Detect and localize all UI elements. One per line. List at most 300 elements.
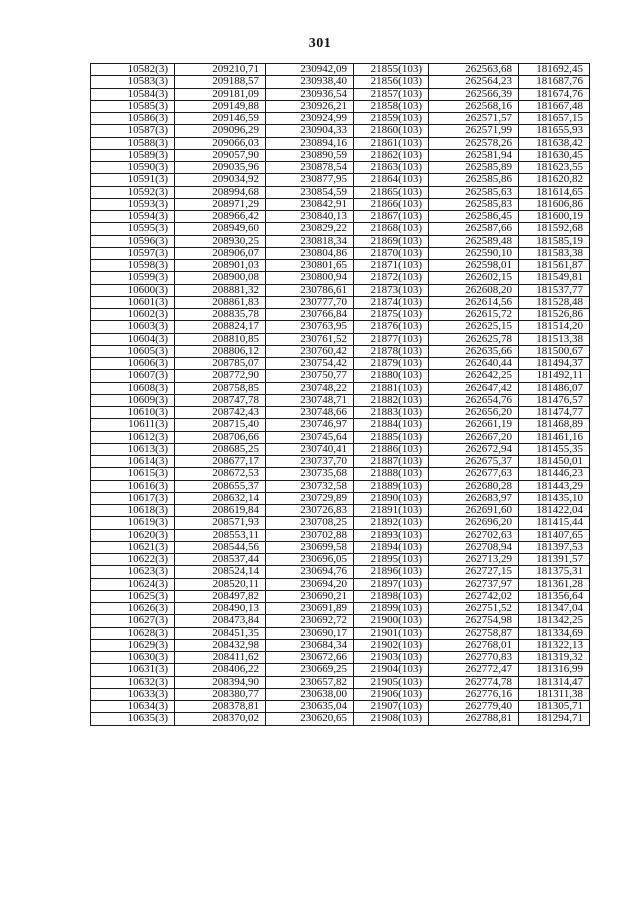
point-id-right-cell: 21870(103) xyxy=(354,247,429,259)
x-coordinate-right-cell: 262713,29 xyxy=(429,554,519,566)
y-coordinate-right-cell: 181397,53 xyxy=(519,541,590,553)
y-coordinate-left-cell: 230938,40 xyxy=(266,76,354,88)
y-coordinate-right-cell: 181450,01 xyxy=(519,456,590,468)
point-id-right-cell: 21867(103) xyxy=(354,211,429,223)
x-coordinate-right-cell: 262642,25 xyxy=(429,370,519,382)
table-row xyxy=(91,88,590,100)
point-id-left-cell: 10603(3) xyxy=(91,321,175,333)
y-coordinate-left-cell: 230696,05 xyxy=(266,554,354,566)
x-coordinate-left-cell: 208571,93 xyxy=(175,517,266,529)
x-coordinate-right-cell: 262586,45 xyxy=(429,211,519,223)
x-coordinate-left-cell: 208370,02 xyxy=(175,713,266,725)
y-coordinate-left-cell: 230750,77 xyxy=(266,370,354,382)
point-id-right-cell: 21871(103) xyxy=(354,260,429,272)
x-coordinate-left-cell: 208632,14 xyxy=(175,492,266,504)
table-row xyxy=(91,505,590,517)
point-id-right-cell: 21891(103) xyxy=(354,505,429,517)
x-coordinate-right-cell: 262585,83 xyxy=(429,198,519,210)
point-id-right-cell: 21897(103) xyxy=(354,578,429,590)
y-coordinate-right-cell: 181526,86 xyxy=(519,309,590,321)
table-row xyxy=(91,162,590,174)
point-id-right-cell: 21899(103) xyxy=(354,603,429,615)
y-coordinate-right-cell: 181391,57 xyxy=(519,554,590,566)
y-coordinate-left-cell: 230635,04 xyxy=(266,701,354,713)
x-coordinate-right-cell: 262737,97 xyxy=(429,578,519,590)
point-id-left-cell: 10613(3) xyxy=(91,443,175,455)
point-id-left-cell: 10596(3) xyxy=(91,235,175,247)
y-coordinate-right-cell: 181528,48 xyxy=(519,296,590,308)
table-row xyxy=(91,713,590,725)
point-id-left-cell: 10583(3) xyxy=(91,76,175,88)
point-id-left-cell: 10595(3) xyxy=(91,223,175,235)
point-id-right-cell: 21900(103) xyxy=(354,615,429,627)
x-coordinate-left-cell: 208432,98 xyxy=(175,639,266,651)
point-id-right-cell: 21862(103) xyxy=(354,149,429,161)
y-coordinate-right-cell: 181356,64 xyxy=(519,590,590,602)
x-coordinate-right-cell: 262564,23 xyxy=(429,76,519,88)
y-coordinate-left-cell: 230904,33 xyxy=(266,125,354,137)
y-coordinate-left-cell: 230699,58 xyxy=(266,541,354,553)
point-id-left-cell: 10620(3) xyxy=(91,529,175,541)
point-id-left-cell: 10632(3) xyxy=(91,676,175,688)
point-id-right-cell: 21895(103) xyxy=(354,554,429,566)
y-coordinate-left-cell: 230708,25 xyxy=(266,517,354,529)
point-id-left-cell: 10614(3) xyxy=(91,456,175,468)
x-coordinate-left-cell: 209149,88 xyxy=(175,100,266,112)
x-coordinate-right-cell: 262758,87 xyxy=(429,627,519,639)
y-coordinate-left-cell: 230942,09 xyxy=(266,64,354,76)
y-coordinate-left-cell: 230746,97 xyxy=(266,419,354,431)
y-coordinate-right-cell: 181549,81 xyxy=(519,272,590,284)
y-coordinate-left-cell: 230854,59 xyxy=(266,186,354,198)
point-id-left-cell: 10615(3) xyxy=(91,468,175,480)
y-coordinate-right-cell: 181583,38 xyxy=(519,247,590,259)
x-coordinate-right-cell: 262563,68 xyxy=(429,64,519,76)
x-coordinate-left-cell: 208994,68 xyxy=(175,186,266,198)
point-id-left-cell: 10593(3) xyxy=(91,198,175,210)
point-id-right-cell: 21898(103) xyxy=(354,590,429,602)
y-coordinate-right-cell: 181514,20 xyxy=(519,321,590,333)
table-row xyxy=(91,309,590,321)
x-coordinate-left-cell: 208406,22 xyxy=(175,664,266,676)
point-id-right-cell: 21893(103) xyxy=(354,529,429,541)
point-id-left-cell: 10584(3) xyxy=(91,88,175,100)
y-coordinate-left-cell: 230657,82 xyxy=(266,676,354,688)
x-coordinate-left-cell: 208810,85 xyxy=(175,333,266,345)
point-id-left-cell: 10609(3) xyxy=(91,394,175,406)
y-coordinate-right-cell: 181319,32 xyxy=(519,652,590,664)
point-id-left-cell: 10635(3) xyxy=(91,713,175,725)
y-coordinate-left-cell: 230894,16 xyxy=(266,137,354,149)
table-row xyxy=(91,235,590,247)
x-coordinate-right-cell: 262680,28 xyxy=(429,480,519,492)
point-id-left-cell: 10597(3) xyxy=(91,247,175,259)
y-coordinate-left-cell: 230638,00 xyxy=(266,688,354,700)
point-id-left-cell: 10612(3) xyxy=(91,431,175,443)
point-id-right-cell: 21856(103) xyxy=(354,76,429,88)
x-coordinate-left-cell: 208785,07 xyxy=(175,358,266,370)
x-coordinate-right-cell: 262779,40 xyxy=(429,701,519,713)
point-id-left-cell: 10610(3) xyxy=(91,407,175,419)
table-row xyxy=(91,358,590,370)
x-coordinate-left-cell: 208394,90 xyxy=(175,676,266,688)
table-row xyxy=(91,321,590,333)
y-coordinate-left-cell: 230726,83 xyxy=(266,505,354,517)
table-row xyxy=(91,554,590,566)
point-id-right-cell: 21881(103) xyxy=(354,382,429,394)
point-id-left-cell: 10617(3) xyxy=(91,492,175,504)
y-coordinate-left-cell: 230766,84 xyxy=(266,309,354,321)
point-id-right-cell: 21875(103) xyxy=(354,309,429,321)
y-coordinate-right-cell: 181435,10 xyxy=(519,492,590,504)
point-id-left-cell: 10621(3) xyxy=(91,541,175,553)
point-id-right-cell: 21907(103) xyxy=(354,701,429,713)
table-row xyxy=(91,578,590,590)
page-number: 301 xyxy=(308,36,332,51)
y-coordinate-left-cell: 230818,34 xyxy=(266,235,354,247)
y-coordinate-right-cell: 181407,65 xyxy=(519,529,590,541)
point-id-right-cell: 21864(103) xyxy=(354,174,429,186)
y-coordinate-left-cell: 230694,20 xyxy=(266,578,354,590)
x-coordinate-right-cell: 262654,76 xyxy=(429,394,519,406)
point-id-left-cell: 10585(3) xyxy=(91,100,175,112)
table-row xyxy=(91,627,590,639)
point-id-right-cell: 21874(103) xyxy=(354,296,429,308)
table-row xyxy=(91,247,590,259)
point-id-left-cell: 10622(3) xyxy=(91,554,175,566)
point-id-left-cell: 10631(3) xyxy=(91,664,175,676)
table-row xyxy=(91,701,590,713)
x-coordinate-right-cell: 262683,97 xyxy=(429,492,519,504)
point-id-right-cell: 21876(103) xyxy=(354,321,429,333)
x-coordinate-right-cell: 262772,47 xyxy=(429,664,519,676)
x-coordinate-left-cell: 208835,78 xyxy=(175,309,266,321)
y-coordinate-right-cell: 181630,45 xyxy=(519,149,590,161)
y-coordinate-left-cell: 230694,76 xyxy=(266,566,354,578)
x-coordinate-left-cell: 208520,11 xyxy=(175,578,266,590)
x-coordinate-left-cell: 209035,96 xyxy=(175,162,266,174)
point-id-left-cell: 10619(3) xyxy=(91,517,175,529)
table-row xyxy=(91,443,590,455)
y-coordinate-right-cell: 181347,04 xyxy=(519,603,590,615)
point-id-left-cell: 10627(3) xyxy=(91,615,175,627)
y-coordinate-left-cell: 230691,89 xyxy=(266,603,354,615)
x-coordinate-left-cell: 209096,29 xyxy=(175,125,266,137)
x-coordinate-right-cell: 262589,48 xyxy=(429,235,519,247)
table-row xyxy=(91,260,590,272)
y-coordinate-right-cell: 181492,11 xyxy=(519,370,590,382)
table-row xyxy=(91,382,590,394)
y-coordinate-left-cell: 230926,21 xyxy=(266,100,354,112)
table-row xyxy=(91,76,590,88)
x-coordinate-right-cell: 262571,99 xyxy=(429,125,519,137)
point-id-right-cell: 21890(103) xyxy=(354,492,429,504)
point-id-left-cell: 10626(3) xyxy=(91,603,175,615)
table-row xyxy=(91,603,590,615)
point-id-right-cell: 21855(103) xyxy=(354,64,429,76)
point-id-right-cell: 21886(103) xyxy=(354,443,429,455)
y-coordinate-right-cell: 181342,25 xyxy=(519,615,590,627)
point-id-right-cell: 21857(103) xyxy=(354,88,429,100)
y-coordinate-left-cell: 230878,54 xyxy=(266,162,354,174)
y-coordinate-right-cell: 181422,04 xyxy=(519,505,590,517)
y-coordinate-right-cell: 181623,55 xyxy=(519,162,590,174)
x-coordinate-left-cell: 208524,14 xyxy=(175,566,266,578)
table-row xyxy=(91,149,590,161)
point-id-right-cell: 21905(103) xyxy=(354,676,429,688)
x-coordinate-right-cell: 262590,10 xyxy=(429,247,519,259)
point-id-left-cell: 10630(3) xyxy=(91,652,175,664)
point-id-right-cell: 21901(103) xyxy=(354,627,429,639)
y-coordinate-right-cell: 181443,29 xyxy=(519,480,590,492)
point-id-left-cell: 10605(3) xyxy=(91,345,175,357)
x-coordinate-left-cell: 208451,35 xyxy=(175,627,266,639)
y-coordinate-right-cell: 181334,69 xyxy=(519,627,590,639)
point-id-left-cell: 10608(3) xyxy=(91,382,175,394)
y-coordinate-right-cell: 181592,68 xyxy=(519,223,590,235)
x-coordinate-right-cell: 262696,20 xyxy=(429,517,519,529)
y-coordinate-right-cell: 181687,76 xyxy=(519,76,590,88)
y-coordinate-right-cell: 181614,65 xyxy=(519,186,590,198)
x-coordinate-right-cell: 262661,19 xyxy=(429,419,519,431)
table-row xyxy=(91,664,590,676)
point-id-left-cell: 10604(3) xyxy=(91,333,175,345)
y-coordinate-left-cell: 230800,94 xyxy=(266,272,354,284)
table-row xyxy=(91,407,590,419)
y-coordinate-right-cell: 181461,16 xyxy=(519,431,590,443)
x-coordinate-left-cell: 208685,25 xyxy=(175,443,266,455)
point-id-left-cell: 10607(3) xyxy=(91,370,175,382)
x-coordinate-left-cell: 209034,92 xyxy=(175,174,266,186)
x-coordinate-left-cell: 208677,17 xyxy=(175,456,266,468)
x-coordinate-left-cell: 208881,32 xyxy=(175,284,266,296)
table-row xyxy=(91,480,590,492)
x-coordinate-left-cell: 209057,90 xyxy=(175,149,266,161)
x-coordinate-right-cell: 262640,44 xyxy=(429,358,519,370)
y-coordinate-right-cell: 181361,28 xyxy=(519,578,590,590)
x-coordinate-left-cell: 208473,84 xyxy=(175,615,266,627)
x-coordinate-right-cell: 262656,20 xyxy=(429,407,519,419)
y-coordinate-right-cell: 181494,37 xyxy=(519,358,590,370)
point-id-right-cell: 21880(103) xyxy=(354,370,429,382)
x-coordinate-left-cell: 208742,43 xyxy=(175,407,266,419)
y-coordinate-right-cell: 181311,38 xyxy=(519,688,590,700)
table-row xyxy=(91,676,590,688)
table-row xyxy=(91,688,590,700)
x-coordinate-right-cell: 262581,94 xyxy=(429,149,519,161)
point-id-left-cell: 10598(3) xyxy=(91,260,175,272)
x-coordinate-right-cell: 262625,78 xyxy=(429,333,519,345)
point-id-left-cell: 10588(3) xyxy=(91,137,175,149)
y-coordinate-left-cell: 230692,72 xyxy=(266,615,354,627)
x-coordinate-right-cell: 262768,01 xyxy=(429,639,519,651)
x-coordinate-left-cell: 209181,09 xyxy=(175,88,266,100)
x-coordinate-right-cell: 262788,81 xyxy=(429,713,519,725)
table-row xyxy=(91,198,590,210)
table-row xyxy=(91,394,590,406)
y-coordinate-left-cell: 230672,66 xyxy=(266,652,354,664)
point-id-left-cell: 10601(3) xyxy=(91,296,175,308)
x-coordinate-left-cell: 208971,29 xyxy=(175,198,266,210)
y-coordinate-left-cell: 230761,52 xyxy=(266,333,354,345)
x-coordinate-left-cell: 208672,53 xyxy=(175,468,266,480)
point-id-left-cell: 10611(3) xyxy=(91,419,175,431)
x-coordinate-right-cell: 262742,02 xyxy=(429,590,519,602)
point-id-right-cell: 21882(103) xyxy=(354,394,429,406)
point-id-left-cell: 10592(3) xyxy=(91,186,175,198)
point-id-left-cell: 10600(3) xyxy=(91,284,175,296)
point-id-right-cell: 21908(103) xyxy=(354,713,429,725)
x-coordinate-right-cell: 262672,94 xyxy=(429,443,519,455)
x-coordinate-left-cell: 208758,85 xyxy=(175,382,266,394)
point-id-right-cell: 21884(103) xyxy=(354,419,429,431)
point-id-right-cell: 21858(103) xyxy=(354,100,429,112)
x-coordinate-left-cell: 208772,90 xyxy=(175,370,266,382)
point-id-right-cell: 21904(103) xyxy=(354,664,429,676)
y-coordinate-left-cell: 230840,13 xyxy=(266,211,354,223)
y-coordinate-right-cell: 181657,15 xyxy=(519,113,590,125)
point-id-right-cell: 21868(103) xyxy=(354,223,429,235)
y-coordinate-left-cell: 230748,22 xyxy=(266,382,354,394)
x-coordinate-left-cell: 208553,11 xyxy=(175,529,266,541)
table-row xyxy=(91,272,590,284)
x-coordinate-right-cell: 262675,37 xyxy=(429,456,519,468)
y-coordinate-right-cell: 181415,44 xyxy=(519,517,590,529)
x-coordinate-right-cell: 262647,42 xyxy=(429,382,519,394)
table-row xyxy=(91,284,590,296)
y-coordinate-left-cell: 230732,58 xyxy=(266,480,354,492)
y-coordinate-left-cell: 230804,86 xyxy=(266,247,354,259)
x-coordinate-left-cell: 208619,84 xyxy=(175,505,266,517)
y-coordinate-left-cell: 230786,61 xyxy=(266,284,354,296)
point-id-left-cell: 10594(3) xyxy=(91,211,175,223)
x-coordinate-left-cell: 208378,81 xyxy=(175,701,266,713)
y-coordinate-left-cell: 230684,34 xyxy=(266,639,354,651)
x-coordinate-left-cell: 208380,77 xyxy=(175,688,266,700)
y-coordinate-left-cell: 230936,54 xyxy=(266,88,354,100)
y-coordinate-right-cell: 181316,99 xyxy=(519,664,590,676)
point-id-left-cell: 10623(3) xyxy=(91,566,175,578)
y-coordinate-right-cell: 181537,77 xyxy=(519,284,590,296)
x-coordinate-left-cell: 209210,71 xyxy=(175,64,266,76)
y-coordinate-right-cell: 181446,23 xyxy=(519,468,590,480)
point-id-left-cell: 10624(3) xyxy=(91,578,175,590)
y-coordinate-left-cell: 230829,22 xyxy=(266,223,354,235)
point-id-right-cell: 21866(103) xyxy=(354,198,429,210)
x-coordinate-left-cell: 208906,07 xyxy=(175,247,266,259)
y-coordinate-left-cell: 230754,42 xyxy=(266,358,354,370)
y-coordinate-right-cell: 181513,38 xyxy=(519,333,590,345)
x-coordinate-left-cell: 208930,25 xyxy=(175,235,266,247)
x-coordinate-right-cell: 262691,60 xyxy=(429,505,519,517)
table-row xyxy=(91,174,590,186)
y-coordinate-right-cell: 181638,42 xyxy=(519,137,590,149)
coordinates-table xyxy=(90,63,590,726)
point-id-left-cell: 10602(3) xyxy=(91,309,175,321)
point-id-left-cell: 10599(3) xyxy=(91,272,175,284)
x-coordinate-right-cell: 262566,39 xyxy=(429,88,519,100)
point-id-right-cell: 21894(103) xyxy=(354,541,429,553)
table-row xyxy=(91,100,590,112)
y-coordinate-left-cell: 230763,95 xyxy=(266,321,354,333)
x-coordinate-left-cell: 208411,62 xyxy=(175,652,266,664)
table-row xyxy=(91,456,590,468)
point-id-left-cell: 10590(3) xyxy=(91,162,175,174)
x-coordinate-right-cell: 262614,56 xyxy=(429,296,519,308)
table-row xyxy=(91,186,590,198)
x-coordinate-left-cell: 208966,42 xyxy=(175,211,266,223)
table-row xyxy=(91,223,590,235)
point-id-right-cell: 21885(103) xyxy=(354,431,429,443)
table-row xyxy=(91,492,590,504)
y-coordinate-right-cell: 181606,86 xyxy=(519,198,590,210)
x-coordinate-left-cell: 208900,08 xyxy=(175,272,266,284)
y-coordinate-left-cell: 230729,89 xyxy=(266,492,354,504)
point-id-right-cell: 21861(103) xyxy=(354,137,429,149)
point-id-right-cell: 21883(103) xyxy=(354,407,429,419)
point-id-left-cell: 10633(3) xyxy=(91,688,175,700)
point-id-left-cell: 10629(3) xyxy=(91,639,175,651)
x-coordinate-left-cell: 209146,59 xyxy=(175,113,266,125)
table-row xyxy=(91,431,590,443)
y-coordinate-right-cell: 181561,87 xyxy=(519,260,590,272)
y-coordinate-right-cell: 181500,67 xyxy=(519,345,590,357)
table-row xyxy=(91,615,590,627)
x-coordinate-right-cell: 262667,20 xyxy=(429,431,519,443)
table-row xyxy=(91,590,590,602)
y-coordinate-right-cell: 181600,19 xyxy=(519,211,590,223)
x-coordinate-right-cell: 262608,20 xyxy=(429,284,519,296)
x-coordinate-left-cell: 208706,66 xyxy=(175,431,266,443)
x-coordinate-right-cell: 262708,94 xyxy=(429,541,519,553)
point-id-right-cell: 21869(103) xyxy=(354,235,429,247)
point-id-left-cell: 10591(3) xyxy=(91,174,175,186)
point-id-right-cell: 21860(103) xyxy=(354,125,429,137)
y-coordinate-left-cell: 230890,59 xyxy=(266,149,354,161)
point-id-left-cell: 10616(3) xyxy=(91,480,175,492)
x-coordinate-left-cell: 208949,60 xyxy=(175,223,266,235)
table-row xyxy=(91,137,590,149)
table-row xyxy=(91,333,590,345)
x-coordinate-right-cell: 262598,01 xyxy=(429,260,519,272)
point-id-left-cell: 10587(3) xyxy=(91,125,175,137)
x-coordinate-right-cell: 262585,63 xyxy=(429,186,519,198)
y-coordinate-right-cell: 181692,45 xyxy=(519,64,590,76)
x-coordinate-left-cell: 208655,37 xyxy=(175,480,266,492)
x-coordinate-left-cell: 208901,03 xyxy=(175,260,266,272)
x-coordinate-right-cell: 262585,86 xyxy=(429,174,519,186)
table-row xyxy=(91,652,590,664)
y-coordinate-left-cell: 230702,88 xyxy=(266,529,354,541)
point-id-right-cell: 21896(103) xyxy=(354,566,429,578)
x-coordinate-left-cell: 208715,40 xyxy=(175,419,266,431)
x-coordinate-left-cell: 208861,83 xyxy=(175,296,266,308)
x-coordinate-right-cell: 262751,52 xyxy=(429,603,519,615)
y-coordinate-right-cell: 181655,93 xyxy=(519,125,590,137)
y-coordinate-right-cell: 181585,19 xyxy=(519,235,590,247)
point-id-right-cell: 21878(103) xyxy=(354,345,429,357)
table-row xyxy=(91,566,590,578)
y-coordinate-left-cell: 230690,21 xyxy=(266,590,354,602)
point-id-right-cell: 21877(103) xyxy=(354,333,429,345)
y-coordinate-right-cell: 181322,13 xyxy=(519,639,590,651)
x-coordinate-right-cell: 262770,83 xyxy=(429,652,519,664)
x-coordinate-right-cell: 262571,57 xyxy=(429,113,519,125)
point-id-left-cell: 10586(3) xyxy=(91,113,175,125)
point-id-right-cell: 21887(103) xyxy=(354,456,429,468)
table-row xyxy=(91,211,590,223)
point-id-right-cell: 21872(103) xyxy=(354,272,429,284)
